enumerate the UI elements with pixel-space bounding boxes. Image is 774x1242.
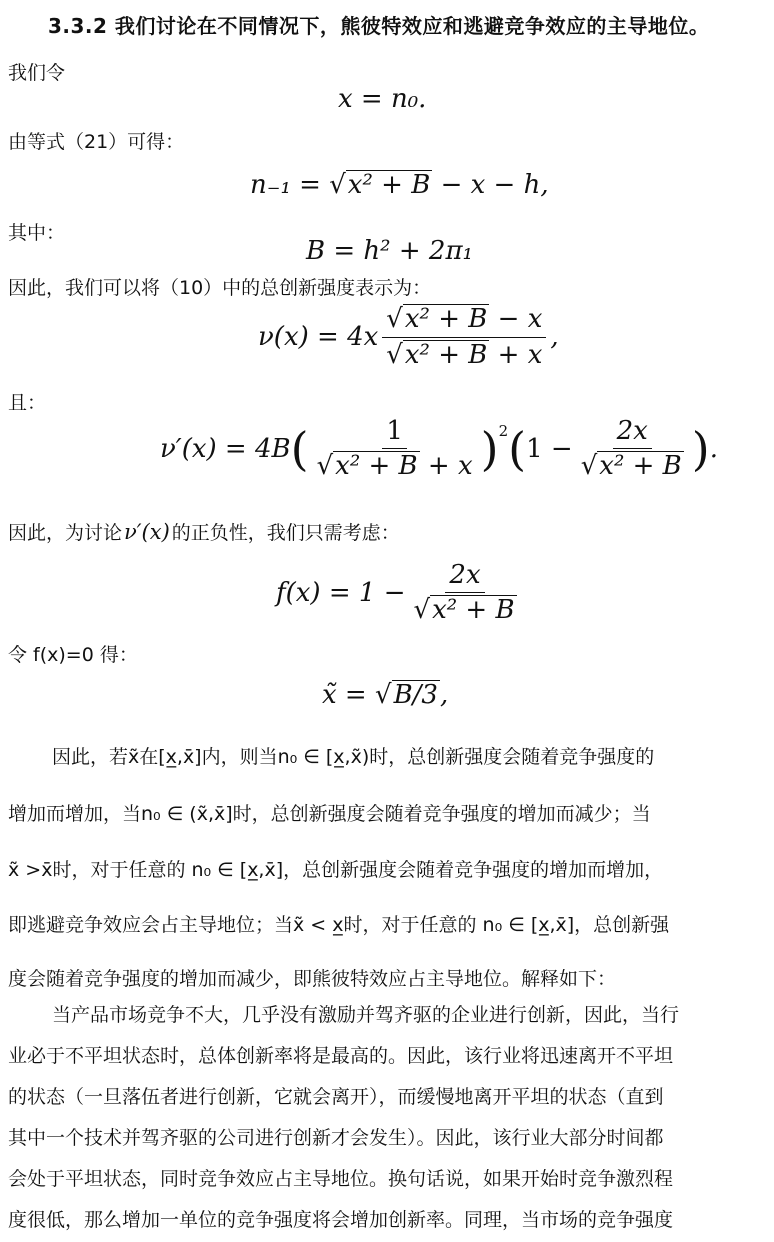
equation-x-tilde: x̃ = √B/3,	[322, 680, 449, 710]
eq6-lhs: f(x) = 1 −	[276, 577, 406, 608]
eq2-rest: − x − h,	[432, 170, 549, 200]
equation-n-minus-1	[250, 170, 549, 201]
p2-line-6: 度很低，那么增加一单位的竞争强度将会增加创新率。同理，当市场的竞争强度	[8, 1209, 674, 1231]
text-where: 其中：	[8, 222, 66, 244]
eq5-lhs: ν′(x) = 4B	[160, 433, 291, 464]
eq4-lhs: ν(x) = 4x	[258, 322, 379, 353]
left-paren-2: (	[508, 421, 527, 476]
eq5-fraction-2	[577, 416, 688, 482]
eq4-den-rest: + x	[489, 339, 543, 370]
eq5-one-minus: 1 −	[526, 433, 573, 464]
eq6-num: 2x	[445, 560, 484, 593]
eq4-numerator: √x² + B − x	[382, 304, 546, 338]
right-paren: )	[480, 421, 499, 476]
text-from-equation: 由等式（21）可得：	[8, 131, 185, 153]
eq6-den: √x² + B	[413, 595, 515, 625]
eq4-num-rest: − x	[489, 304, 543, 334]
eq2-radicand: x² + B	[347, 170, 431, 200]
text-and: 且：	[8, 392, 47, 414]
eq5-num2: 2x	[613, 416, 652, 449]
eq7-lhs: x̃ =	[322, 680, 375, 710]
eq5-square: 2	[498, 422, 509, 440]
right-paren-2: )	[691, 421, 710, 476]
eq5-den1-rest: + x	[419, 451, 473, 481]
eq5-num1: 1	[382, 416, 407, 449]
equation-f	[276, 560, 525, 626]
p2-line-4: 其中一个技术并驾齐驱的公司进行创新才会发生）。因此，该行业大部分时间都	[8, 1127, 664, 1149]
eq4-num-radicand: x² + B	[404, 304, 488, 334]
p2-line-3: 的状态（一旦落伍者进行创新，它就会离开），而缓慢地离开平坦的状态（直到	[8, 1086, 664, 1108]
eq5-tail: .	[709, 433, 719, 464]
p1-line-2: 增加而增加，当n₀ ∈ (x̃,x̄]时，总创新强度会随着竞争强度的增加而减少；当	[8, 803, 651, 825]
text-let-f-zero: 令 f(x)=0 得：	[8, 644, 138, 666]
equation-nu	[258, 304, 559, 371]
discuss-a: 因此，为讨论	[8, 522, 123, 544]
eq4-tail: ,	[550, 322, 559, 353]
p1-line-1: 因此，若x̃在[x̲,x̄]内，则当n₀ ∈ [x̲,x̃)时，总创新强度会随着竞争强度的	[52, 746, 655, 768]
eq5-den2: √x² + B	[580, 451, 682, 481]
eq5-den1-radicand: x² + B	[335, 451, 418, 481]
eq5-den2-radicand: x² + B	[599, 451, 682, 481]
equation-b: B = h² + 2π₁	[306, 236, 473, 266]
discuss-b: 的正负性，我们只需考虑：	[171, 522, 400, 544]
p1-line-4: 即逃避竞争效应会占主导地位；当x̃ < x̲时，对于任意的 n₀ ∈ [x̲,x̄]，总创新强	[8, 914, 670, 936]
eq4-fraction	[382, 304, 546, 371]
left-paren: (	[290, 421, 309, 476]
eq5-fraction-1	[313, 416, 477, 482]
p1-line-5: 度会随着竞争强度的增加而减少，即熊彼特效应占主导地位。解释如下：	[8, 968, 617, 990]
eq4-denominator: √x² + B + x	[386, 339, 543, 370]
text-let: 我们令	[8, 62, 66, 84]
equation-nu-prime	[160, 416, 718, 482]
eq6-fraction	[409, 560, 520, 626]
eq7-tail: ,	[439, 680, 449, 710]
eq5-den1: √x² + B + x	[316, 451, 473, 481]
equation-x-n0: x = n₀.	[338, 84, 427, 114]
inline-nu-prime: ν′(x)	[124, 520, 170, 544]
p2-line-5: 会处于平坦状态，同时竞争效应占主导地位。换句话说，如果开始时竞争激烈程	[8, 1168, 674, 1190]
eq7-radicand: B/3	[393, 680, 438, 710]
text-total-intensity: 因此，我们可以将（10）中的总创新强度表示为：	[8, 277, 432, 299]
p2-line-1: 当产品市场竞争不大，几乎没有激励并驾齐驱的企业进行创新，因此，当行	[52, 1004, 680, 1026]
section-heading: 3.3.2 我们讨论在不同情况下，熊彼特效应和逃避竞争效应的主导地位。	[48, 14, 710, 38]
p1-line-3: x̃ >x̄时，对于任意的 n₀ ∈ [x̲,x̄]，总创新强度会随着竞争强度的增加而增加，	[8, 859, 664, 881]
eq2-lhs: n₋₁ =	[250, 170, 330, 200]
eq6-den-radicand: x² + B	[432, 595, 515, 625]
text-discuss-sign	[8, 518, 400, 545]
p2-line-2: 业必于不平坦状态时，总体创新率将是最高的。因此，该行业将迅速离开不平坦	[8, 1045, 674, 1067]
eq4-den-radicand: x² + B	[404, 339, 488, 370]
sqrt-sign: √	[329, 170, 346, 200]
